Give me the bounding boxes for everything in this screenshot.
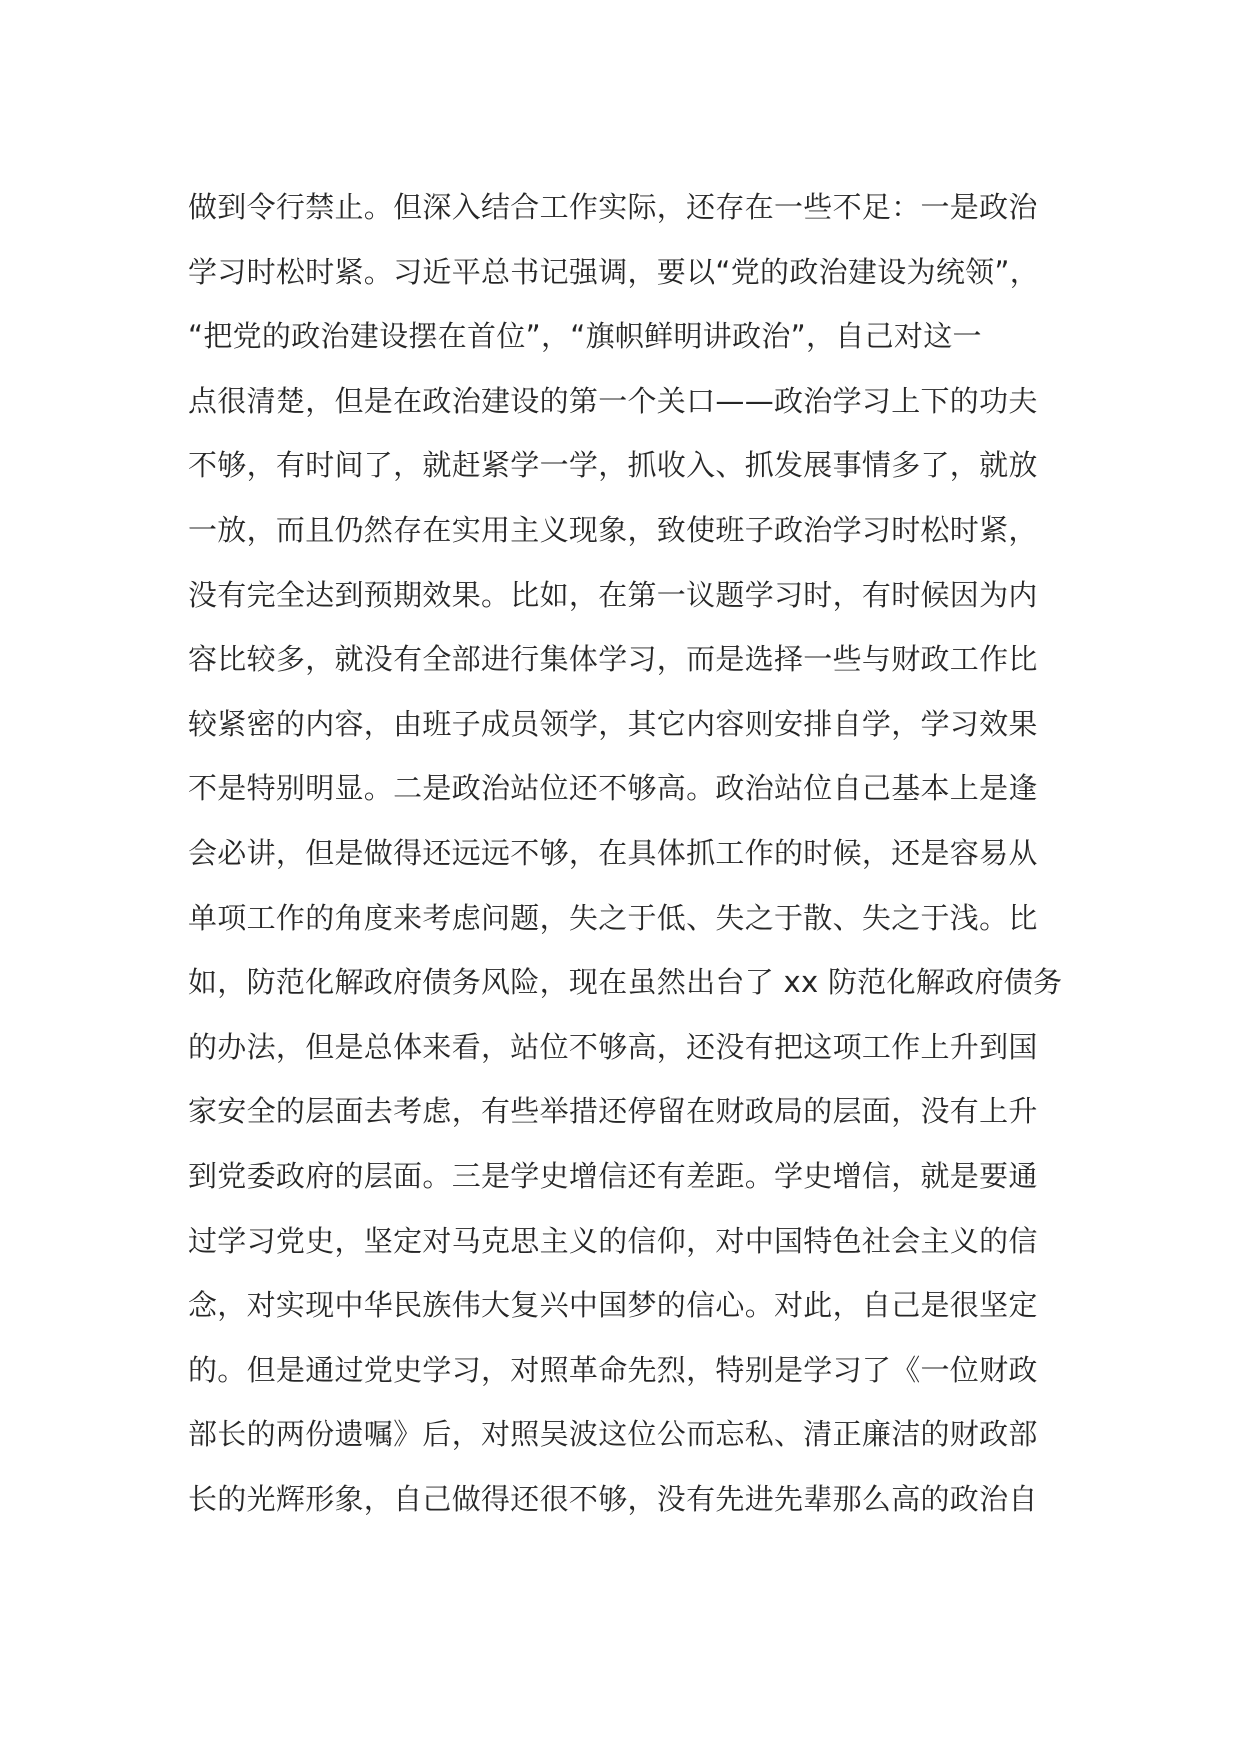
- text-line-17: 过学习党史，坚定对马克思主义的信仰，对中国特色社会主义的信: [188, 1223, 1038, 1258]
- text-line-21: 长的光辉形象，自己做得还很不够，没有先进先辈那么高的政治自: [188, 1481, 1038, 1516]
- text-line-3: “把党的政治建设摆在首位”，“旗帜鲜明讲政治”，自己对这一: [188, 319, 982, 354]
- text-line-14: 的办法，但是总体来看，站位不够高，还没有把这项工作上升到国: [188, 1029, 1038, 1064]
- text-line-11: 会必讲，但是做得还远远不够，在具体抓工作的时候，还是容易从: [188, 835, 1038, 870]
- text-line-8: 容比较多，就没有全部进行集体学习，而是选择一些与财政工作比: [188, 642, 1038, 677]
- text-line-4: 点很清楚，但是在政治建设的第一个关口——政治学习上下的功夫: [188, 383, 1038, 418]
- text-line-5: 不够，有时间了，就赶紧学一学，抓收入、抓发展事情多了，就放: [188, 448, 1038, 483]
- text-line-1: 做到令行禁止。但深入结合工作实际，还存在一些不足：一是政治: [188, 190, 1038, 224]
- text-line-15: 家安全的层面去考虑，有些举措还停留在财政局的层面，没有上升: [188, 1094, 1038, 1129]
- text-line-12: 单项工作的角度来考虑问题，失之于低、失之于散、失之于浅。比: [188, 900, 1038, 935]
- text-line-2: 学习时松时紧。习近平总书记强调，要以“党的政治建设为统领”，: [188, 254, 1040, 289]
- text-line-16: 到党委政府的层面。三是学史增信还有差距。学史增信，就是要通: [188, 1158, 1038, 1193]
- text-line-7: 没有完全达到预期效果。比如，在第一议题学习时，有时候因为内: [188, 577, 1038, 612]
- text-line-20: 部长的两份遗嘱》后，对照吴波这位公而忘私、清正廉洁的财政部: [188, 1417, 1038, 1452]
- body-text: [188, 175, 1068, 1531]
- text-line-9: 较紧密的内容，由班子成员领学，其它内容则安排自学，学习效果: [188, 706, 1038, 741]
- text-line-10: 不是特别明显。二是政治站位还不够高。政治站位自己基本上是逢: [188, 771, 1038, 806]
- text-line-6: 一放，而且仍然存在实用主义现象，致使班子政治学习时松时紧，: [188, 512, 1038, 547]
- text-line-19: 的。但是通过党史学习，对照革命先烈，特别是学习了《一位财政: [188, 1352, 1038, 1387]
- text-line-18: 念，对实现中华民族伟大复兴中国梦的信心。对此，自己是很坚定: [188, 1288, 1038, 1323]
- text-line-13: 如，防范化解政府债务风险，现在虽然出台了 xx 防范化解政府债务: [188, 965, 1063, 1000]
